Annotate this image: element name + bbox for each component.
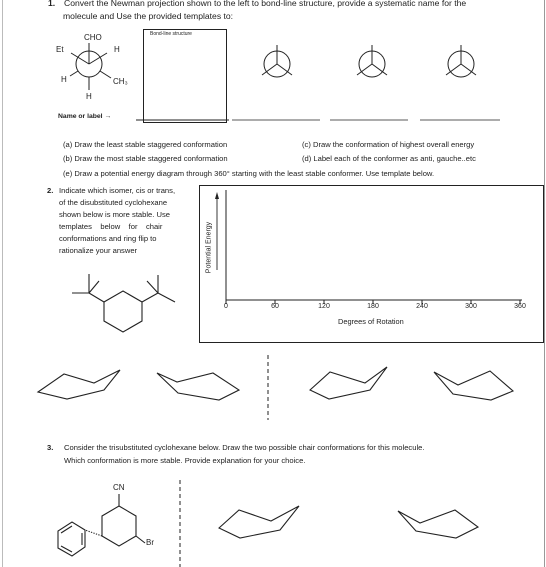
- q2-line-5: conformations and ring flip to: [59, 234, 157, 243]
- q1-text-line1: Convert the Newman projection shown to the left to bond-line structure, provide a systematic name for the: [64, 0, 467, 8]
- newman-bottom-label: H: [86, 92, 92, 101]
- q2-line-2: of the disubstituted cyclohexane: [59, 198, 168, 207]
- name-or-label-prompt: Name or label →: [58, 113, 112, 120]
- energy-x-tick-label: 180: [367, 303, 379, 310]
- newman-back-right-label: CH₃: [113, 77, 128, 86]
- q3-cn-label: CN: [113, 483, 125, 492]
- newman-right-label: H: [114, 45, 120, 54]
- newman-left-label: Et: [56, 45, 64, 54]
- q1-text-line2: molecule and Use the provided templates to:: [63, 11, 234, 21]
- q3-number: 3.: [47, 443, 54, 452]
- task-a: (a) Draw the least stable staggered conformation: [63, 140, 228, 149]
- task-e: (e) Draw a potential energy diagram through 360° starting with the least stable conformer. Use template below.: [63, 169, 435, 178]
- energy-x-tick-label: 360: [514, 303, 526, 310]
- task-d: (d) Label each of the conformer as anti, gauche..etc: [302, 154, 476, 163]
- chair-template-5: [219, 506, 299, 538]
- task-c: (c) Draw the conformation of highest overall energy: [302, 140, 475, 149]
- q3-text-line2: Which conformation is more stable. Provide explanation for your choice.: [64, 456, 306, 465]
- newman-back-left-label: H: [61, 75, 67, 84]
- q3-text-line1: Consider the trisubstituted cyclohexane below. Draw the two possible chair conformations for this molecule.: [64, 443, 425, 452]
- energy-x-tick-label: 120: [318, 303, 330, 310]
- energy-ylabel: Potential Energy: [205, 221, 213, 274]
- newman-front-top-label: CHO: [84, 33, 102, 42]
- q2-line-4: templates below for chair: [59, 222, 163, 231]
- energy-x-tick-label: 300: [465, 303, 477, 310]
- energy-x-tick-label: 0: [224, 303, 228, 310]
- q3-br-label: Br: [146, 538, 154, 547]
- energy-xlabel: Degrees of Rotation: [338, 317, 404, 326]
- q2-number: 2.: [47, 186, 54, 195]
- energy-x-tick-label: 60: [271, 303, 279, 310]
- chair-template-6: [398, 510, 478, 538]
- q1-number: 1.: [48, 0, 56, 8]
- q2-line-6: rationalize your answer: [59, 246, 138, 255]
- q2-line-3: shown below is more stable. Use: [59, 210, 171, 219]
- task-b: (b) Draw the most stable staggered conformation: [63, 154, 228, 163]
- energy-x-tick-label: 240: [416, 303, 428, 310]
- q2-line-1-text: Indicate which isomer, cis or trans,: [59, 186, 176, 195]
- bond-line-structure-box-label: Bond-line structure: [150, 31, 192, 37]
